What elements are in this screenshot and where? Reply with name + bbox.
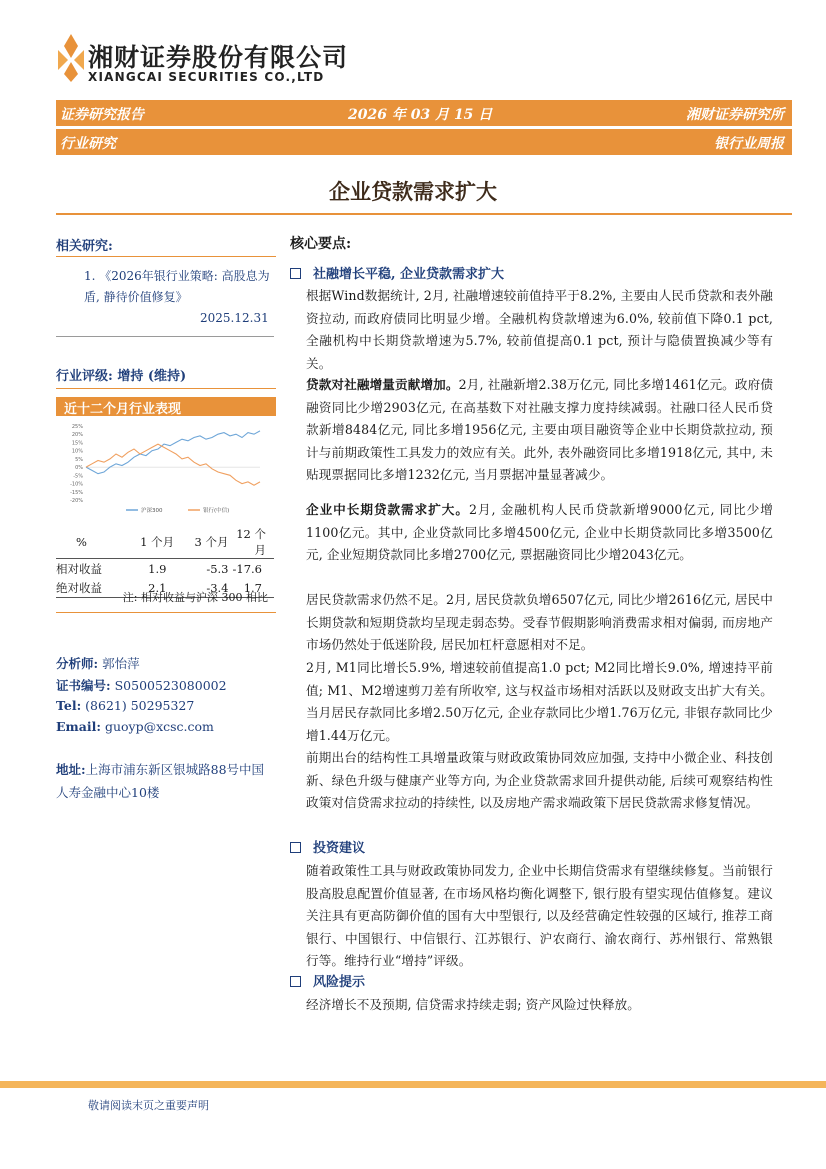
footer-disclaimer: 敬请阅读末页之重要声明 [88,1099,209,1112]
address-block [56,758,276,804]
paragraph: 2月, M1同比增长5.9%, 增速较前值提高1.0 pct; M2同比增长9.0%, 增速持平前值; M1、M2增速剪刀差有所收窄, 这与权益市场相对活跃以及财政支出扩大有关。当月居民存款同比多增2.50万亿元, 企业存款同比少增1.76万亿元, 非银存款同比少增1.44万亿元。 [306,660,773,743]
checkbox-bullet-icon [290,268,301,279]
analyst-name: 郭怡萍 [102,656,140,671]
y-tick-label: 10% [71,448,83,455]
table-header: 12 个月 [236,527,266,557]
related-research-date: 2025.12.31 [200,311,269,325]
section-title: 风险提示 [313,975,366,990]
y-tick-label: -20% [70,498,83,504]
footer-bar [0,1081,826,1088]
section-title: 投资建议 [313,841,366,856]
paragraph-lead: 贷款对社融增量贡献增加。 [306,377,459,392]
cert-line [56,676,227,694]
paragraph: 根据Wind数据统计, 2月, 社融增速较前值持平于8.2%, 主要由人民币贷款和表外融资拉动, 而政府债同比明显少增。全融机构贷款增速为6.0%, 较前值下降0.1 pct, 全融机构中长期贷款增速为5.7%, 较前值提高0.1 pct, 预计与隐债置换减少等有关。 [306,288,773,371]
section-heading-risk [290,971,365,990]
table-header: % [76,535,87,549]
paragraph [306,499,773,567]
section-heading-social-financing [290,263,504,282]
tel-line [56,698,194,713]
table-cell: 绝对收益 [56,580,102,595]
paragraph-lead: 企业中长期贷款需求扩大。 [306,502,469,517]
report-date: 2026 年 03 月 15 日 [348,107,493,123]
divider [56,336,274,337]
table-cell: 1.9 [148,561,167,576]
divider [56,388,276,389]
paragraph-body: 2月, 社融新增2.38万亿元, 同比多增1461亿元。政府债融资同比少增2903亿元, 在高基数下对社融支撑力度持续减弱。社融口径人民币贷款新增8484亿元, 同比多增1956亿元, 主要由项目融资等企业中长期贷款拉动, 预计与前期政策性工具发力的效应有关。此外, 表外融资同比多增1918亿元, 其中, 未贴现票据同比多增1232亿元, 当月票据冲量显著减少。 [306,377,774,482]
email-label: Email: [56,719,101,734]
related-research-heading: 相关研究: [56,239,113,254]
checkbox-bullet-icon [290,842,301,853]
y-tick-label: 5% [75,456,83,463]
core-points-heading: 核心要点: [290,236,352,252]
performance-heading-band [56,397,276,416]
divider [56,612,276,613]
performance-chart [56,420,274,518]
series-line-1 [86,444,260,485]
industry-rating: 行业评级: 增持 (维持) [56,369,187,384]
paragraph-body: 2月, 金融机构人民币贷款新增9000亿元, 同比少增1100亿元。其中, 企业贷款同比多增4500亿元, 企业中长期贷款同比多增3500亿元, 企业短期贷款同比多增2700亿元, 票据融资同比少增2043亿元。 [306,502,773,562]
performance-table [56,526,274,598]
y-tick-label: -5% [73,473,83,480]
paragraph: 居民贷款需求仍然不足。2月, 居民贷款负增6507亿元, 同比少增2616亿元, 居民中长期贷款和短期贷款均呈现走弱态势。受春节假期影响消费需求相对偏弱, 而房地产市场仍然处于低迷阶段, 居民加杠杆意愿相对不足。 [306,592,773,652]
divider [56,256,276,257]
y-tick-label: -10% [70,481,83,488]
institute-name: 湘财证券研究所 [686,107,784,123]
title-divider [56,213,792,215]
report-type: 证券研究报告 [60,107,144,123]
company-name-cn: 湘财证券股份有限公司 [88,43,349,72]
analyst-line [56,654,140,672]
checkbox-bullet-icon [290,976,301,987]
table-cell: -17.6 [232,561,262,576]
cert-label: 证书编号: [56,678,111,693]
y-tick-label: 0% [75,465,83,472]
table-cell: -3.4 [206,580,229,595]
table-header: 1 个月 [140,535,175,549]
table-row [56,559,274,579]
table-header: 3 个月 [194,535,229,549]
page-title: 企业贷款需求扩大 [329,179,497,204]
tel-label: Tel: [56,698,82,713]
table-note: 注: 相对收益与沪深 300 相比 [122,591,268,604]
table-cell: -5.3 [206,561,229,576]
performance-heading: 近十二个月行业表现 [64,402,182,417]
company-name-en: XIANGCAI SECURITIES CO.,LTD [88,70,325,84]
table-cell: 1.7 [243,580,262,595]
table-cell: 相对收益 [56,561,102,576]
y-tick-label: -15% [70,489,83,496]
tel-number: (8621) 50295327 [85,698,195,713]
paragraph: 经济增长不及预期, 信贷需求持续走弱; 资产风险过快释放。 [306,997,640,1012]
legend-label: 银行(中信) [203,508,230,514]
paragraph: 前期出台的结构性工具增量政策与财政政策协同效应加强, 支持中小微企业、科技创新、绿色升级与健康产业等方向, 为企业贷款需求回升提供动能, 后续可观察结构性政策对信贷需求拉动的持续性, 以及房地产需求端政策下居民贷款需求修复情况。 [306,750,773,810]
y-tick-label: 15% [71,440,83,447]
header-band-bottom [56,129,792,155]
address-text: 上海市浦东新区银城路88号中国人寿金融中心10楼 [56,762,265,800]
related-research-link[interactable]: 1. 《2026年银行业策略: 高股息为盾, 静待价值修复》 [84,269,270,304]
y-tick-label: 25% [71,424,83,430]
table-header-row [56,526,274,559]
cert-number: S0500523080002 [114,678,227,693]
y-tick-label: 20% [71,432,83,439]
section-title: 社融增长平稳, 企业贷款需求扩大 [313,267,505,282]
paragraph [306,374,773,487]
paragraph: 随着政策性工具与财政政策协同发力, 企业中长期信贷需求有望继续修复。当前银行股高股息配置价值显著, 在市场风格均衡化调整下, 银行股有望实现估值修复。建议关注具有更高防御价值的国有大中型银行, 以及经营确定性较强的区域行, 推荐工商银行、中国银行、中信银行、江苏银行、沪农商行、渝农商行、苏州银行、常熟银行等。维持行业“增持”评级。 [306,863,773,968]
header-band-top [56,100,792,126]
table-cell: 2.1 [148,580,167,595]
section-heading-investment [290,837,365,856]
company-logo-icon [56,32,86,84]
analyst-label: 分析师: [56,656,99,671]
email-line [56,719,214,734]
address-label: 地址: [56,762,86,777]
report-category: 行业研究 [60,136,116,152]
email-link[interactable]: guoyp@xcsc.com [104,719,214,734]
report-series: 银行业周报 [714,136,784,152]
legend-label: 沪深300 [141,508,163,514]
